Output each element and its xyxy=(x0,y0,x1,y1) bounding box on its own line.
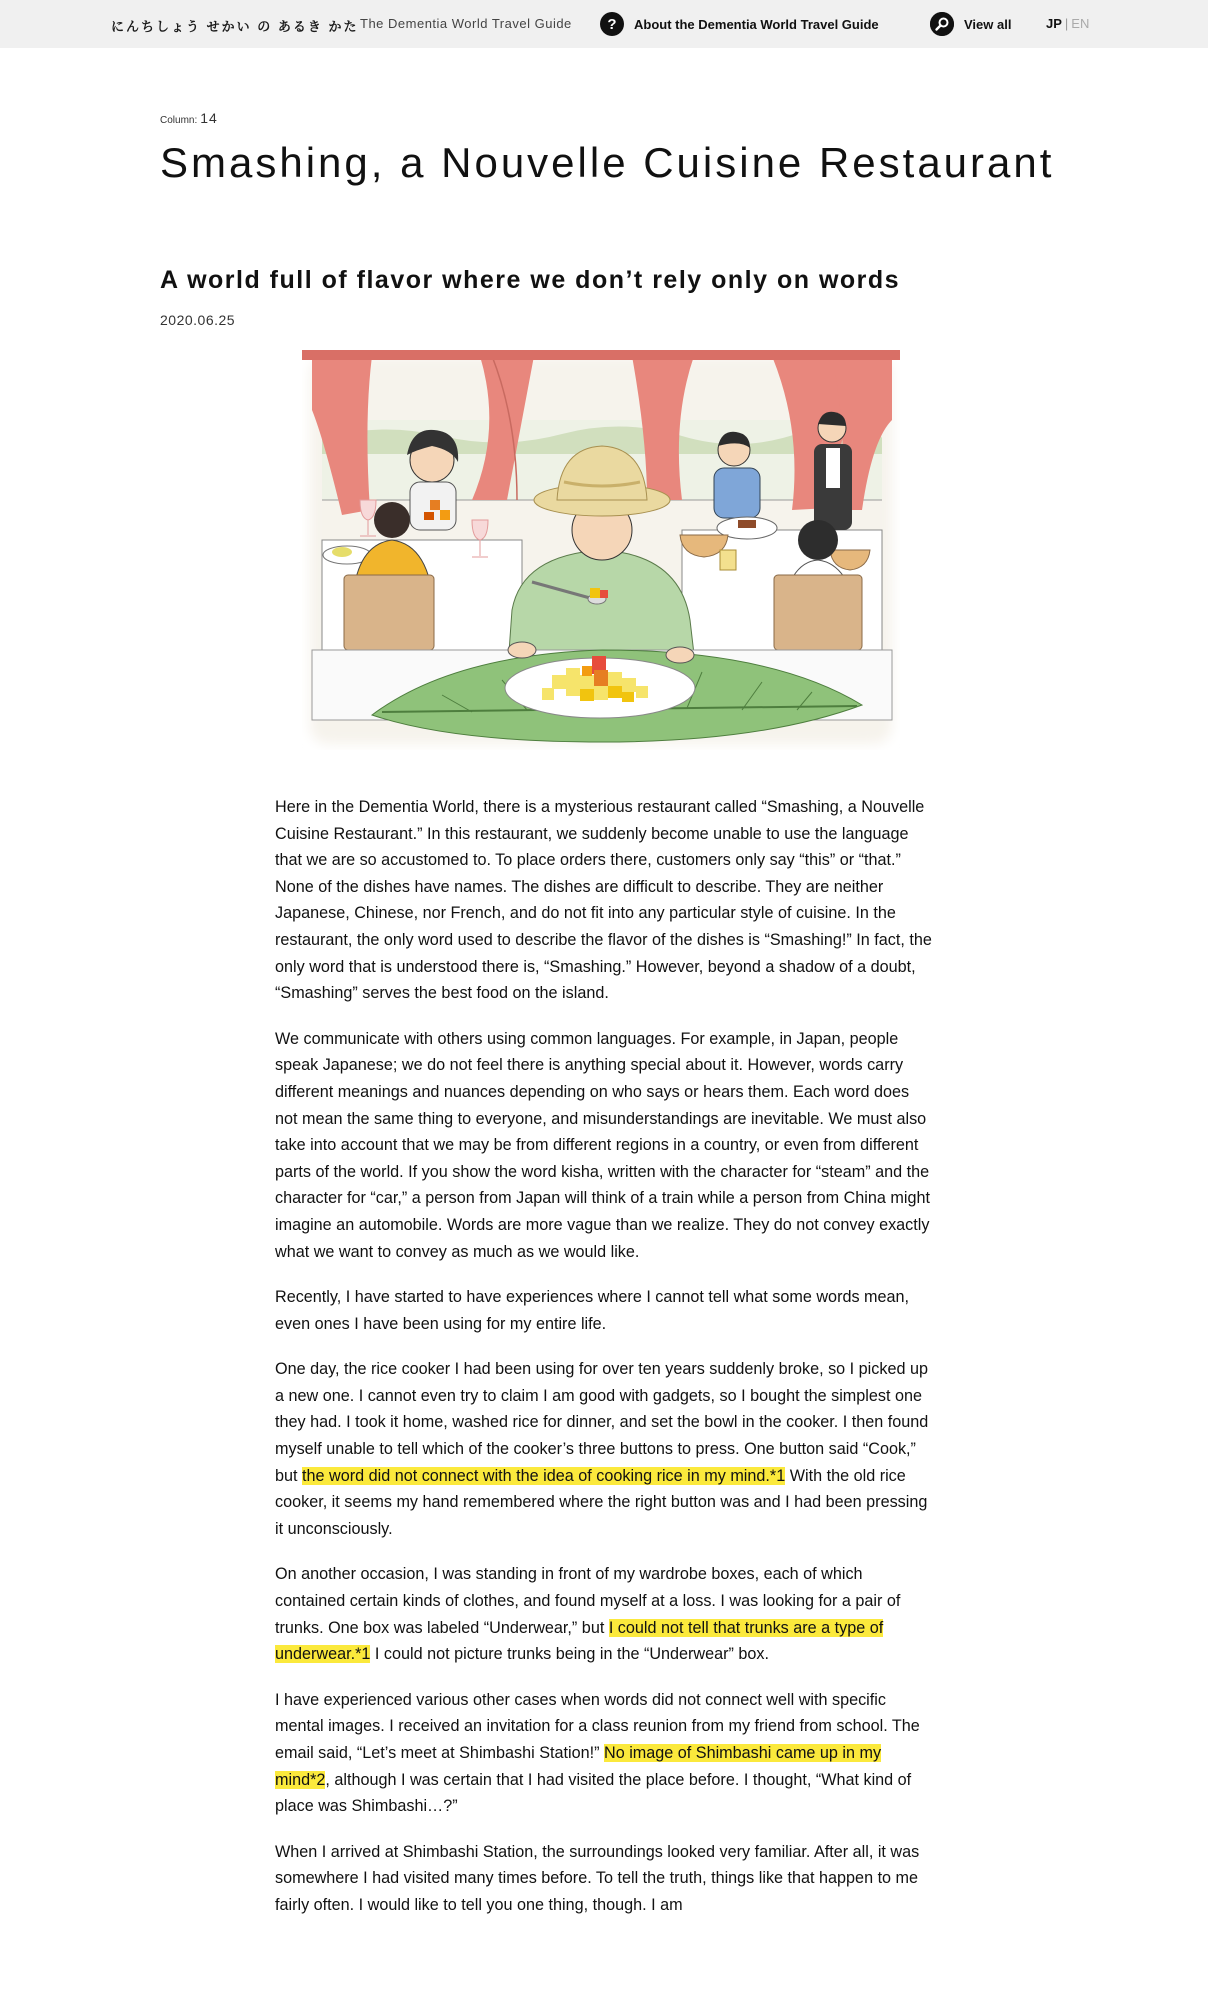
column-number xyxy=(160,110,218,128)
lang-en[interactable]: EN xyxy=(1071,16,1090,31)
paragraph: When I arrived at Shimbashi Station, the surroundings looked very familiar. After all, it was somewhere I had visited many times before. To tell the truth, things like that happen to me fairly often. I would like to tell you one thing, though. I am xyxy=(275,1842,920,1914)
paragraph: Here in the Dementia World, there is a mysterious restaurant called “Smashing, a Nouvelle Cuisine Restaurant.” In this restaurant, we suddenly become unable to use the language that we are so accustomed to. To place orders there, customers only say “this” or “that.” None of the dishes have names. The dishes are difficult to describe. They are neither Japanese, Chinese, nor French, and do not fit into any particular style of cuisine. In the restaurant, the only word used to describe the flavor of the dishes is “Smashing!” In fact, the only word that is understood there is, “Smashing.” However, beyond a shadow of a doubt, “Smashing” serves the best food on the island. xyxy=(275,798,932,1003)
highlighted-note-link[interactable]: the word did not connect with the idea of cooking rice in my mind.*1 xyxy=(302,1466,786,1485)
text-run: , although I was certain that I had visited the place before. I thought, “What kind of place was Shimbashi…?” xyxy=(275,1770,912,1816)
about-guide-label: About the Dementia World Travel Guide xyxy=(634,16,879,32)
lang-jp[interactable]: JP xyxy=(1046,16,1062,31)
text-run: I have experienced various other cases when words did not connect well with specific mental images. I received an invitation for a class reunion from my friend from school. The email said, “Let’s meet at Shimbashi Station!” xyxy=(275,1690,920,1762)
page-title: Smashing, a Nouvelle Cuisine Restaurant xyxy=(160,139,1055,186)
paragraph: We communicate with others using common languages. For example, in Japan, people speak Japanese; we do not feel there is anything special about it. However, words carry different meanings and nuances depending on who says or hears them. Each word does not mean the same thing to everyone, and misunderstandings are inevitable. We must also take into account that we may be from different regions in a country, or even from different parts of the world. If you show the word kisha, written with the character for “steam” and the character for “car,” a person from Japan will think of a train while a person from China might imagine an automobile. Words are more vague than we realize. They do not convey exactly what we want to convey as much as we would like. xyxy=(275,1029,930,1261)
restaurant-illustration xyxy=(302,350,900,750)
site-title-en[interactable]: The Dementia World Travel Guide xyxy=(360,16,572,31)
text-run: I could not picture trunks being in the “Underwear” box. xyxy=(370,1645,770,1664)
article-body xyxy=(275,794,935,1938)
about-guide-link[interactable] xyxy=(600,12,879,36)
search-icon xyxy=(930,12,954,36)
column-value: 14 xyxy=(200,110,218,126)
text-run: On another occasion, I was standing in front of my wardrobe boxes, each of which contained certain kinds of clothes, and found myself at a loss. I was looking for a pair of trunks. One box was labeled “Underwear,” but xyxy=(275,1565,901,1637)
text-run: With the old rice cooker, it seems my hand remembered where the right button was and I had been pressing it unconsciously. xyxy=(275,1466,928,1538)
text-run: One day, the rice cooker I had been using for over ten years suddenly broke, so I picked up a new one. I cannot even try to claim I am good with gadgets, so I bought the simplest one they had. I took it home, washed rice for dinner, and set the bowl in the cooker. I then found myself unable to tell which of the cooker’s three buttons to press. One button said “Cook,” but xyxy=(275,1360,929,1485)
view-all-link[interactable] xyxy=(930,12,1011,36)
paragraph: Recently, I have started to have experiences where I cannot tell what some words mean, even ones I have been using for my entire life. xyxy=(275,1288,910,1333)
lang-separator: | xyxy=(1064,16,1069,31)
publish-date: 2020.06.25 xyxy=(160,312,236,328)
site-title-jp[interactable]: にんちしょう せかい の あるき かた xyxy=(111,19,359,34)
question-icon: ? xyxy=(600,12,624,36)
paragraph xyxy=(275,1561,935,1667)
view-all-label: View all xyxy=(964,16,1012,32)
top-header xyxy=(0,0,1208,48)
page-subtitle: A world full of flavor where we don’t rely only on words xyxy=(160,266,901,294)
paragraph xyxy=(275,1356,935,1542)
column-label: Column: xyxy=(160,115,198,126)
paragraph xyxy=(275,1687,935,1820)
highlighted-note-link[interactable]: No image of Shimbashi came up in my mind*2 xyxy=(275,1744,882,1789)
highlighted-note-link[interactable]: I could not tell that trunks are a type of underwear.*1 xyxy=(275,1618,884,1664)
language-switch xyxy=(1046,16,1089,31)
